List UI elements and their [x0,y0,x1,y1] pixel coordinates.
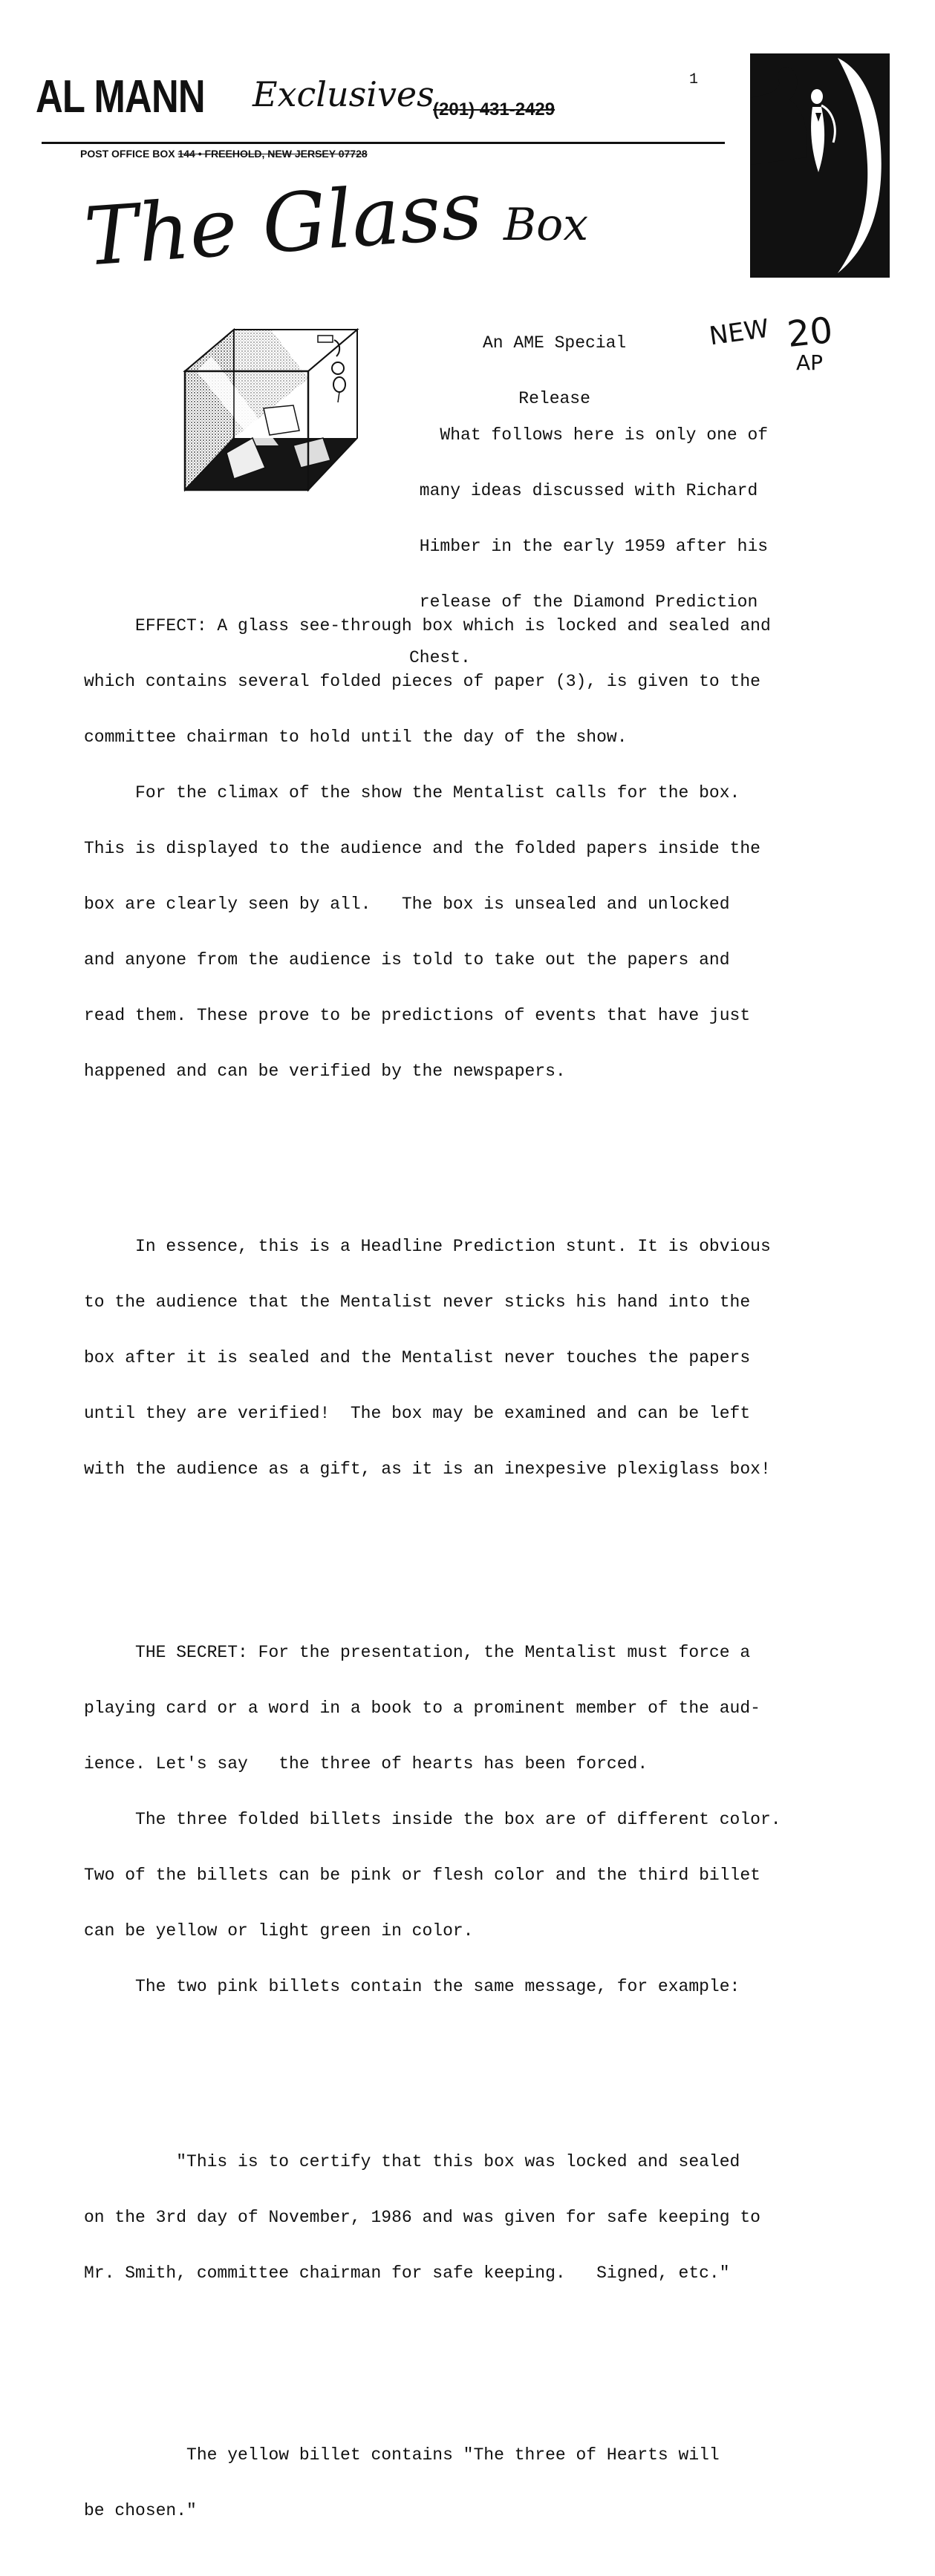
essence-section [84,1200,781,1516]
body-line: until they are verified! The box may be examined and can be left [84,1404,751,1423]
release-line-1: An AME Special [483,333,627,353]
handwritten-price: 20 [785,309,835,356]
body-line: The yellow billet contains "The three of Hearts will [84,2445,720,2465]
body-line: committee chairman to hold until the day of the show. [84,728,628,747]
body-line: happened and can be verified by the newspapers. [84,1062,566,1081]
body-line: THE SECRET: For the presentation, the Mentalist must force a [84,1643,751,1662]
glass-box-illustration [182,327,374,505]
body-line: box are clearly seen by all. The box is unsealed and unlocked [84,895,730,914]
handwritten-new: NEW [707,313,771,352]
body-line: In essence, this is a Headline Prediction stunt. It is obvious [84,1237,771,1256]
intro-line: What follows here is only one of [409,425,769,445]
intro-line: many ideas discussed with Richard [409,481,758,500]
body-line: with the audience as a gift, as it is an inexpesive plexiglass box! [84,1459,771,1479]
title-box: Box [504,199,589,251]
body-line: "This is to certify that this box was locked and sealed [84,2152,740,2171]
body-line: This is displayed to the audience and the folded papers inside the [84,839,760,858]
body-line: playing card or a word in a book to a prominent member of the aud- [84,1699,760,1718]
article-body [84,543,781,2576]
address-prefix: POST OFFICE BOX [80,148,178,160]
title-the-glass: The Glass [81,163,486,284]
body-line: read them. These prove to be predictions of events that have just [84,1006,751,1025]
body-line: For the climax of the show the Mentalist calls for the box. [84,783,740,802]
handwritten-initials: AP [796,350,824,375]
release-line-2: Release [518,389,590,408]
intro-line: release of the Diamond Prediction [409,592,758,612]
silhouette-logo [750,53,890,278]
phone-number: (201) 431-2429 [433,99,556,120]
body-line: which contains several folded pieces of paper (3), is given to the [84,672,760,691]
body-line: ience. Let's say the three of hearts has been forced. [84,1754,648,1774]
postal-address [80,148,368,159]
body-line: The three folded billets inside the box are of different color. [84,1810,781,1829]
body-line: can be yellow or light green in color. [84,1921,474,1941]
body-line: to the audience that the Mentalist never sticks his hand into the [84,1292,751,1312]
body-line: Mr. Smith, committee chairman for safe keeping. Signed, etc." [84,2263,730,2283]
brand-script: Exclusives [253,74,434,114]
body-line: be chosen." [84,2501,197,2520]
brand-name: AL MANN [36,71,205,122]
body-line: and anyone from the audience is told to take out the papers and [84,950,730,970]
body-line: Two of the billets can be pink or flesh color and the third billet [84,1866,760,1885]
intro-line: Chest. [409,648,471,667]
effect-section [84,580,781,1118]
secret-section [84,1606,781,2033]
body-line: EFFECT: A glass see-through box which is locked and sealed and [84,616,771,635]
intro-line: Himber in the early 1959 after his [409,537,769,556]
address-struck: 144 • FREEHOLD, NEW JERSEY 07728 [177,148,368,160]
quote-section [84,2116,781,2320]
letterhead-rule [42,142,725,144]
body-line: box after it is sealed and the Mentalist never touches the papers [84,1348,751,1367]
body-line: The two pink billets contain the same message, for example: [84,1977,740,1996]
page-number: 1 [689,71,699,88]
body-line: on the 3rd day of November, 1986 and was given for safe keeping to [84,2208,760,2227]
yellow-billet-section [84,2409,781,2557]
